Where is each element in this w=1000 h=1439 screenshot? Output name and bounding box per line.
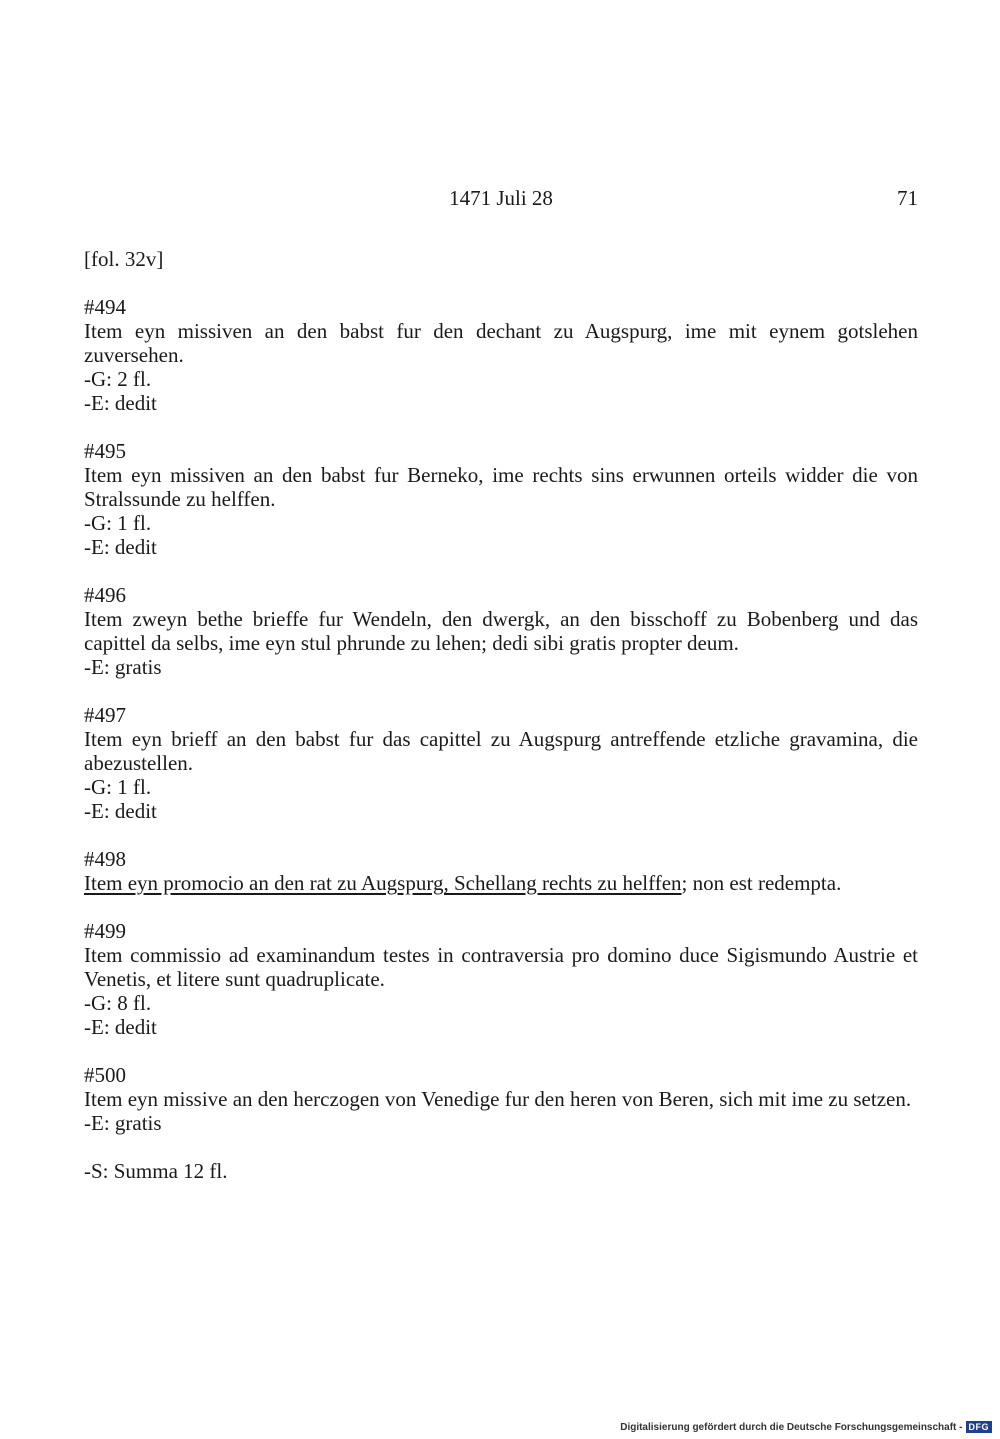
entry-note: -E: dedit bbox=[84, 391, 157, 415]
credit-text: Digitalisierung gefördert durch die Deutsche Forschungsgemeinschaft - bbox=[620, 1421, 963, 1433]
entry-498 bbox=[84, 847, 918, 895]
entry-499 bbox=[84, 919, 918, 1039]
entry-text bbox=[84, 871, 918, 895]
entry-number: #498 bbox=[84, 847, 126, 871]
entry-number: #500 bbox=[84, 1063, 126, 1087]
entry-note: -G: 1 fl. bbox=[84, 775, 152, 799]
entry-text: Item eyn missiven an den babst fur den dechant zu Augspurg, ime mit eynem gotslehen zuversehen. bbox=[84, 319, 918, 367]
entry-note: -E: gratis bbox=[84, 655, 162, 679]
entry-text: Item commissio ad examinandum testes in contraversia pro domino duce Sigismundo Austrie et Venetis, et litere sunt quadruplicate. bbox=[84, 943, 918, 991]
entry-text: Item eyn missive an den herczogen von Venedige fur den heren von Beren, sich mit ime zu setzen. bbox=[84, 1087, 912, 1111]
entry-494 bbox=[84, 295, 918, 415]
entry-note: -E: dedit bbox=[84, 1015, 157, 1039]
entry-number: #499 bbox=[84, 919, 126, 943]
page-number: 71 bbox=[897, 186, 918, 210]
entry-text: Item eyn missiven an den babst fur Berneko, ime rechts sins erwunnen orteils widder die von Stralssunde zu helffen. bbox=[84, 463, 918, 511]
entry-note: -E: gratis bbox=[84, 1111, 162, 1135]
entry-500 bbox=[84, 1063, 918, 1135]
document-body bbox=[84, 247, 918, 1183]
digitization-credit bbox=[620, 1421, 992, 1433]
entry-497 bbox=[84, 703, 918, 823]
entry-note: -E: dedit bbox=[84, 799, 157, 823]
entry-number: #494 bbox=[84, 295, 126, 319]
entry-note: -G: 2 fl. bbox=[84, 367, 152, 391]
entry-number: #495 bbox=[84, 439, 126, 463]
summa-total: -S: Summa 12 fl. bbox=[84, 1159, 228, 1183]
entry-number: #496 bbox=[84, 583, 126, 607]
entry-text: Item eyn brieff an den babst fur das capittel zu Augspurg antreffende etzliche gravamina, die abezustellen. bbox=[84, 727, 918, 775]
dfg-logo: DFG bbox=[966, 1421, 993, 1433]
entry-text: Item zweyn bethe brieffe fur Wendeln, den dwergk, an den bisschoff zu Bobenberg und das capittel da selbs, ime eyn stul phrunde zu lehen; dedi sibi gratis propter deum. bbox=[84, 607, 918, 655]
entry-note: -E: dedit bbox=[84, 535, 157, 559]
page-header bbox=[84, 186, 918, 216]
entry-note: -G: 8 fl. bbox=[84, 991, 152, 1015]
running-title: 1471 Juli 28 bbox=[449, 186, 553, 210]
folio-reference: [fol. 32v] bbox=[84, 247, 164, 271]
entry-note: -G: 1 fl. bbox=[84, 511, 152, 535]
entry-number: #497 bbox=[84, 703, 126, 727]
underlined-text: Item eyn promocio an den rat zu Augspurg, Schellang rechts zu helffen bbox=[84, 871, 682, 895]
entry-496 bbox=[84, 583, 918, 679]
entry-text-rest: ; non est redempta. bbox=[681, 871, 842, 895]
entry-495 bbox=[84, 439, 918, 559]
